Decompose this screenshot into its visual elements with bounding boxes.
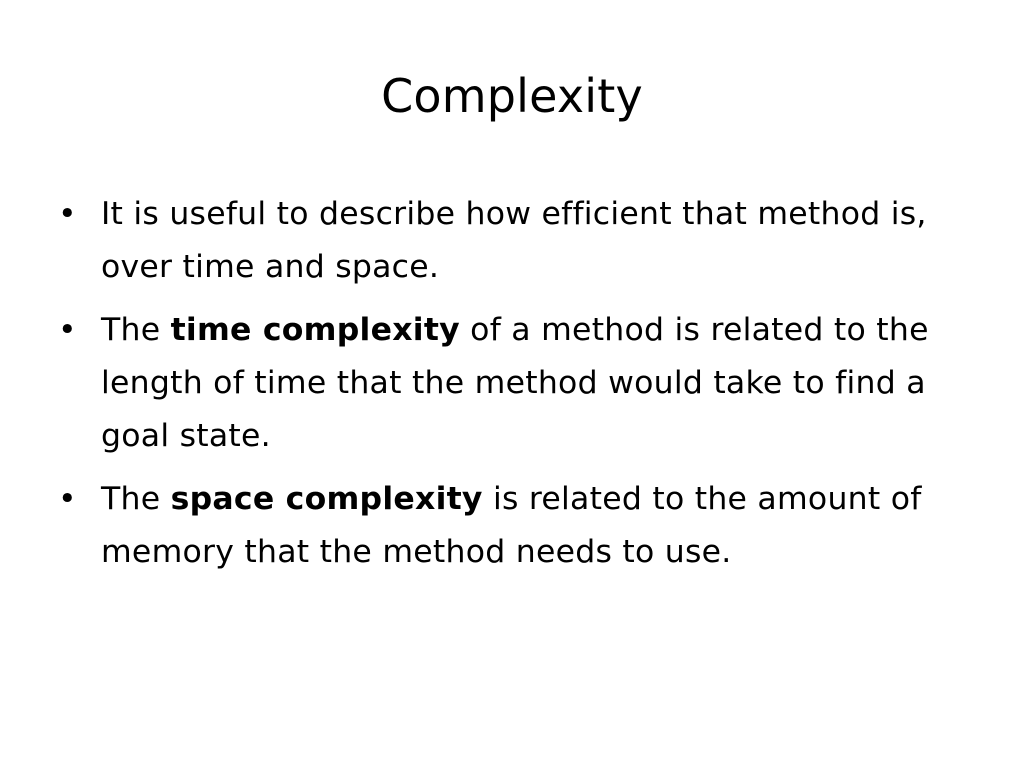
bullet-icon: • [58,481,77,517]
bullet-icon: • [58,312,77,348]
slide-title: Complexity [381,69,643,123]
bullet-item-time-complexity [58,304,978,463]
bullet-text-lead: The [101,481,171,517]
bullet-text-lead: The [101,312,171,348]
bullet-term-space-complexity: space complexity [170,481,483,517]
bullet-text: It is useful to describe how efficient that method is, over time and space. [101,196,927,285]
bullet-list [58,188,978,589]
bullet-icon: • [58,196,77,232]
bullet-text-rest: is related to the amount of memory that the method needs to use. [101,481,922,570]
bullet-text-rest: of a method is related to the length of time that the method would take to find a goal state. [101,312,929,454]
bullet-item-efficiency [58,188,978,294]
bullet-term-time-complexity: time complexity [170,312,460,348]
bullet-item-space-complexity [58,473,978,579]
